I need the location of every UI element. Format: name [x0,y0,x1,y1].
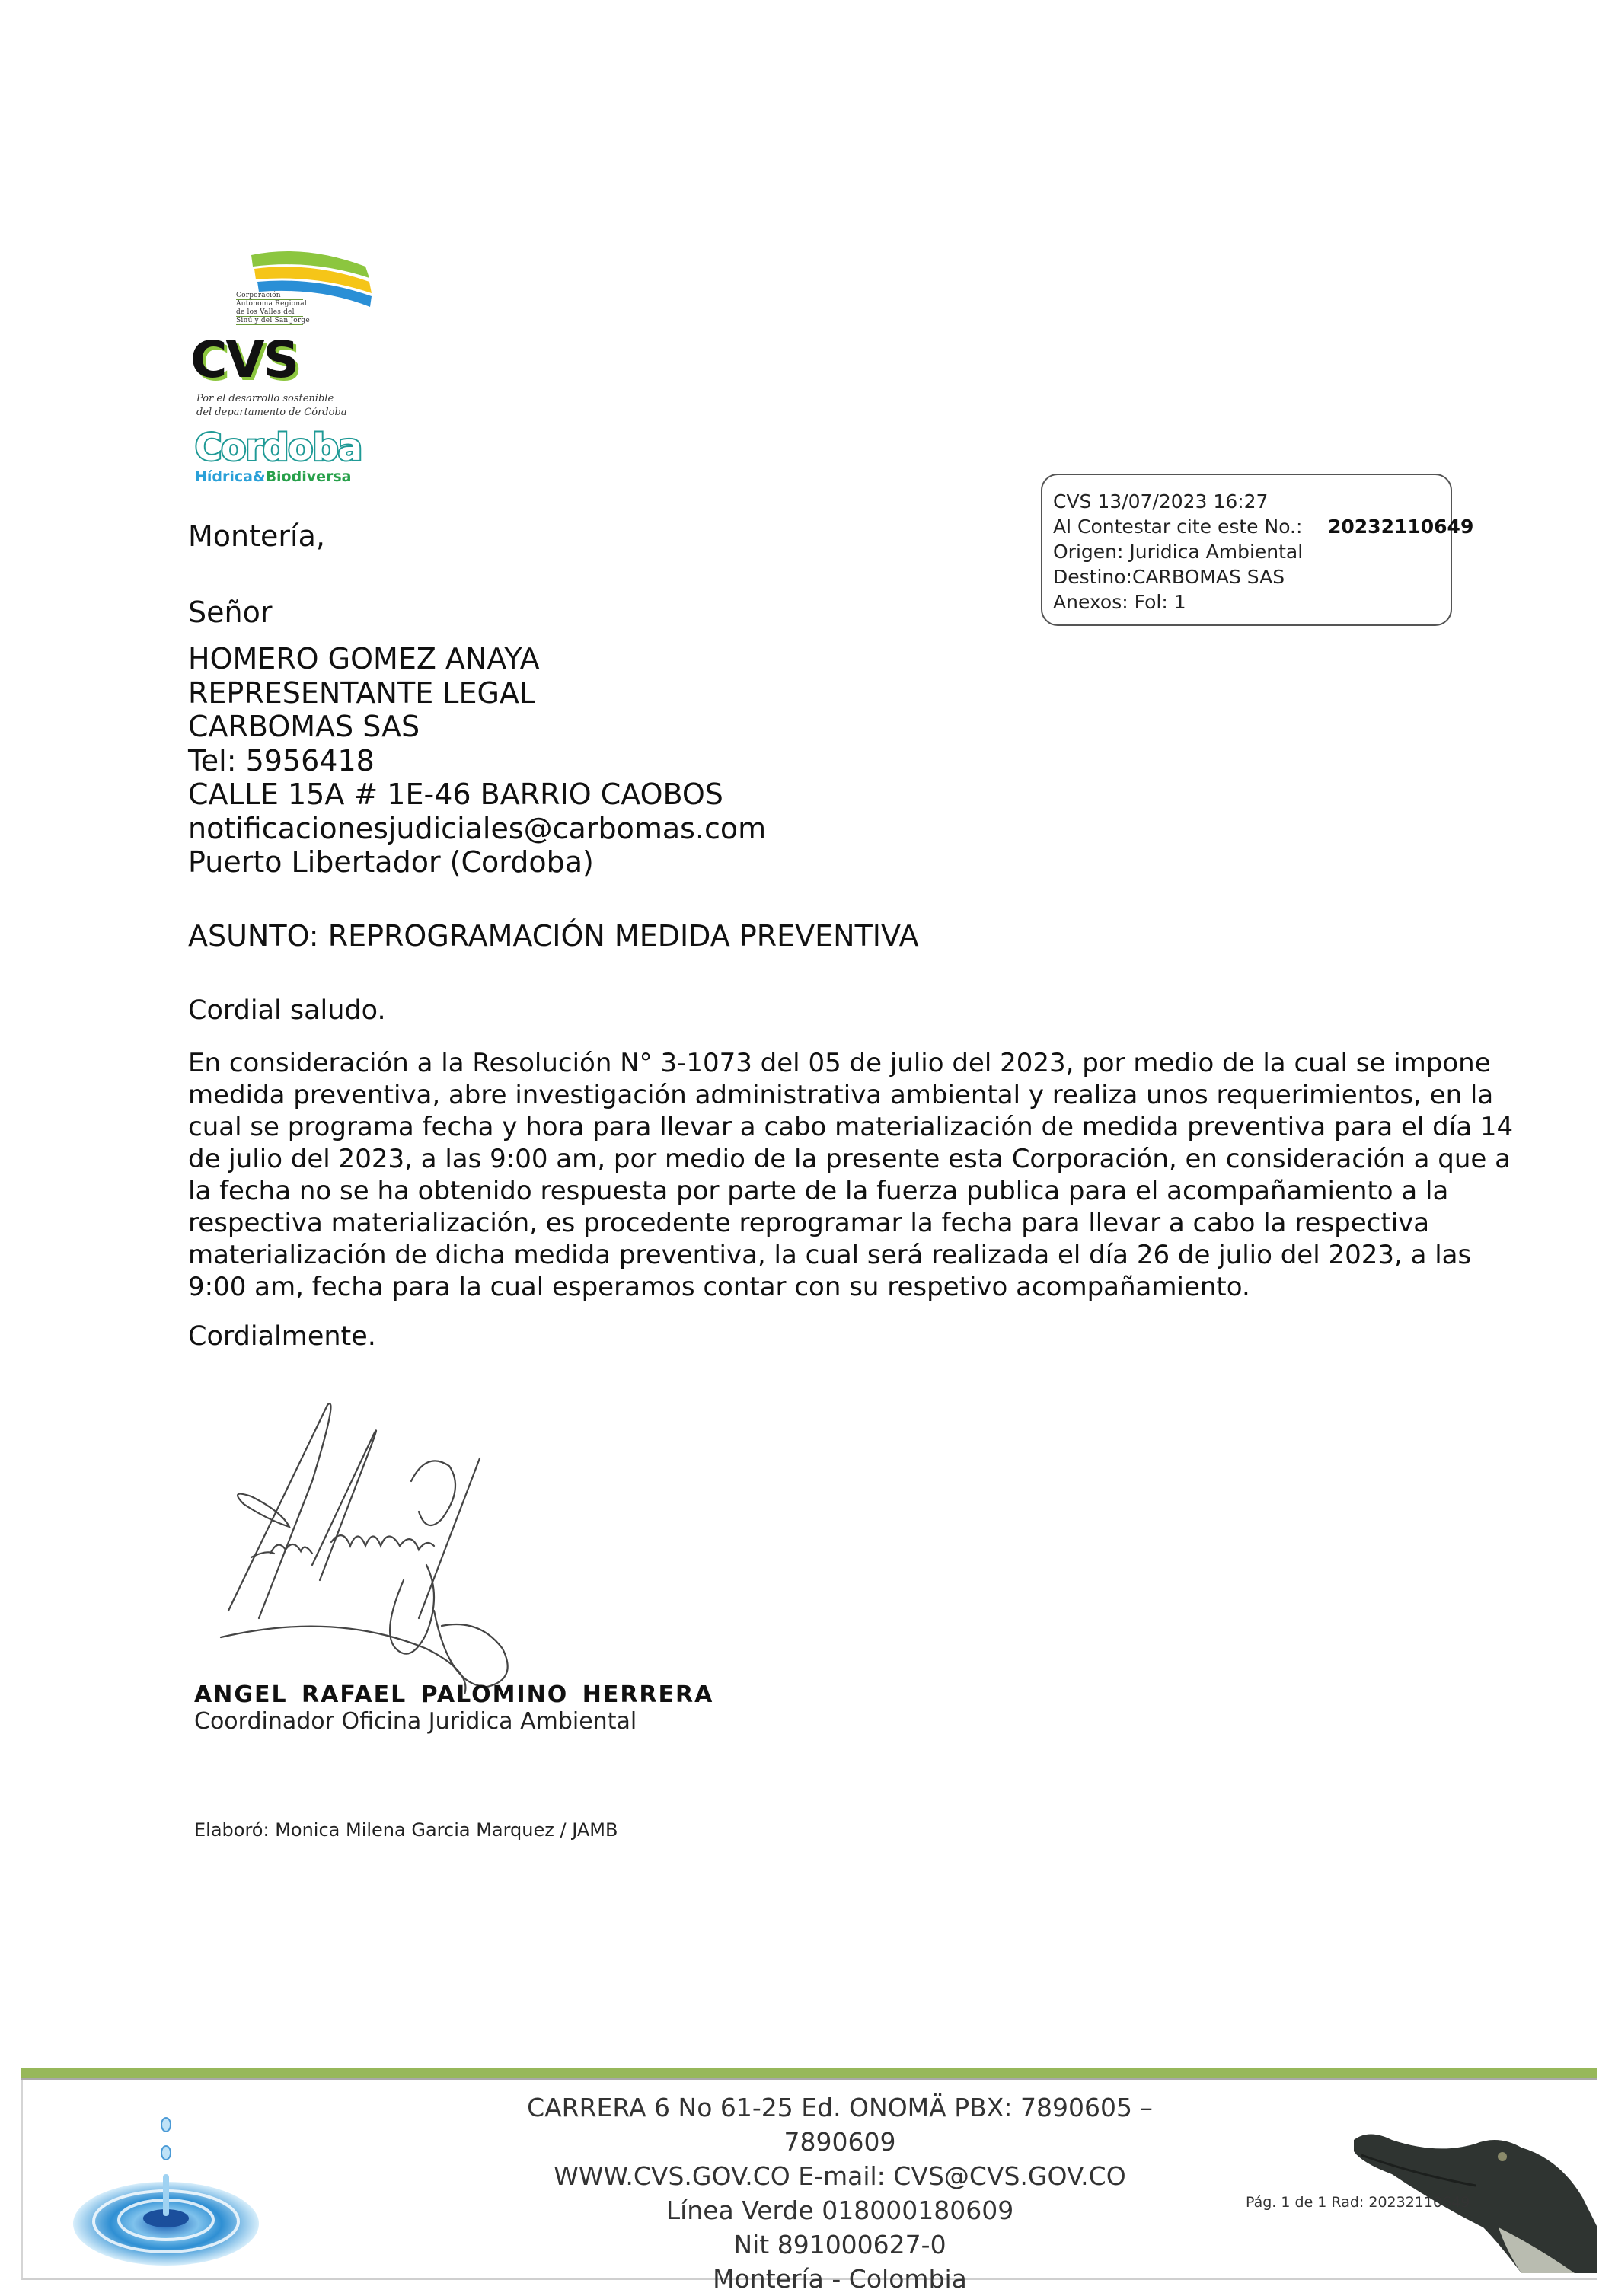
stamp-date: CVS 13/07/2023 16:27 [1053,490,1269,513]
prepared-by: Elaboró: Monica Milena Garcia Marquez / JAMB [194,1819,618,1841]
recipient-address: CALLE 15A # 1E-46 BARRIO CAOBOS [188,778,723,811]
stamp-origin: Origen: Juridica Ambiental [1053,541,1304,563]
letter-city: Montería, [188,519,325,553]
recipient-role: REPRESENTANTE LEGAL [188,675,536,710]
logo-corporation-text [236,292,310,325]
letter-closing: Cordialmente. [188,1321,376,1352]
body-line: materialización de dicha medida preventiva, la cual será realizada el día 26 de julio del 2023, a las [188,1240,1472,1270]
footer-green-line: Línea Verde 018000180609 [665,2195,1014,2225]
logo-cordoba-text: Cordoba [195,426,362,469]
footer-contact-info [478,2090,1202,2296]
signer-role: Coordinador Oficina Juridica Ambiental [194,1708,637,1735]
footer-green-bar [21,2068,1597,2080]
page-footer [21,2068,1597,2294]
logo-campaign-subtitle [195,468,352,485]
footer-page-info: Pág. 1 de 1 Rad: 20232110649 [1246,2194,1470,2211]
handwritten-signature-icon [198,1390,563,1694]
signer-name: ANGEL RAFAEL PALOMINO HERRERA [194,1681,714,1708]
logo-tagline-line: del departamento de Córdoba [196,407,347,418]
footer-city: Montería - Colombia [713,2264,967,2294]
recipient-company: CARBOMAS SAS [188,710,420,743]
logo-cvs-text: CVS [190,331,298,389]
logo-tagline-line: Por el desarrollo sostenible [196,393,334,404]
body-line: respectiva materialización, es procedente reprogramar la fecha para llevar a cabo la respectiva [188,1208,1430,1238]
stamp-annexes: Anexos: Fol: 1 [1053,591,1186,613]
stamp-cite-label: Al Contestar cite este No.: [1053,516,1303,538]
recipient-email: notificacionesjudiciales@carbomas.com [188,811,767,845]
recipient-name: HOMERO GOMEZ ANAYA [188,642,540,675]
water-drop-icon [67,2090,265,2273]
recipient-phone: Tel: 5956418 [188,743,375,778]
logo-corp-line: Corporación [236,292,303,300]
body-line: de julio del 2023, a las 9:00 am, por medio de la presente esta Corporación, en consideración a que a [188,1144,1511,1174]
stamp-lines [1053,489,1303,615]
logo-corp-line: Autónoma Regional [236,300,307,308]
footer-web-email: WWW.CVS.GOV.CO E-mail: CVS@CVS.GOV.CO [554,2161,1126,2191]
letter-subject: ASUNTO: REPROGRAMACIÓN MEDIDA PREVENTIVA [188,919,919,953]
recipient-city: Puerto Libertador (Cordoba) [188,845,594,879]
body-line: medida preventiva, abre investigación administrativa ambiental y realiza unos requerimientos, en la [188,1080,1494,1110]
letter-body [188,1047,1513,1303]
recipient-block [188,642,766,880]
footer-address: CARRERA 6 No 61-25 Ed. ONOMÄ PBX: 7890605 – 7890609 [527,2093,1153,2157]
body-line: la fecha no se ha obtenido respuesta por parte de la fuerza publica para el acompañamiento a la [188,1176,1449,1206]
logo-biodiversa-text: Biodiversa [265,468,352,485]
salutation-title: Señor [188,596,273,629]
logo-tagline [196,392,347,420]
stamp-destination: Destino:CARBOMAS SAS [1053,566,1285,588]
logo-corp-line: Sinú y del San Jorge [236,317,310,324]
body-line: 9:00 am, fecha para la cual esperamos contar con su respetivo acompañamiento. [188,1272,1250,1302]
letter-greeting: Cordial saludo. [188,995,386,1026]
cvs-logo [190,247,373,499]
stamp-radicado-number: 20232110649 [1328,516,1474,538]
logo-hidrica-text: Hídrica& [195,468,266,485]
body-line: cual se programa fecha y hora para llevar a cabo materialización de medida preventiva para el día 14 [188,1112,1514,1142]
footer-nit: Nit 891000627-0 [733,2230,946,2259]
logo-corp-line: de los Valles del [236,308,303,317]
body-line: En consideración a la Resolución N° 3-1073 del 05 de julio del 2023, por medio de la cual se impone [188,1048,1491,1078]
radication-stamp [1041,474,1474,626]
